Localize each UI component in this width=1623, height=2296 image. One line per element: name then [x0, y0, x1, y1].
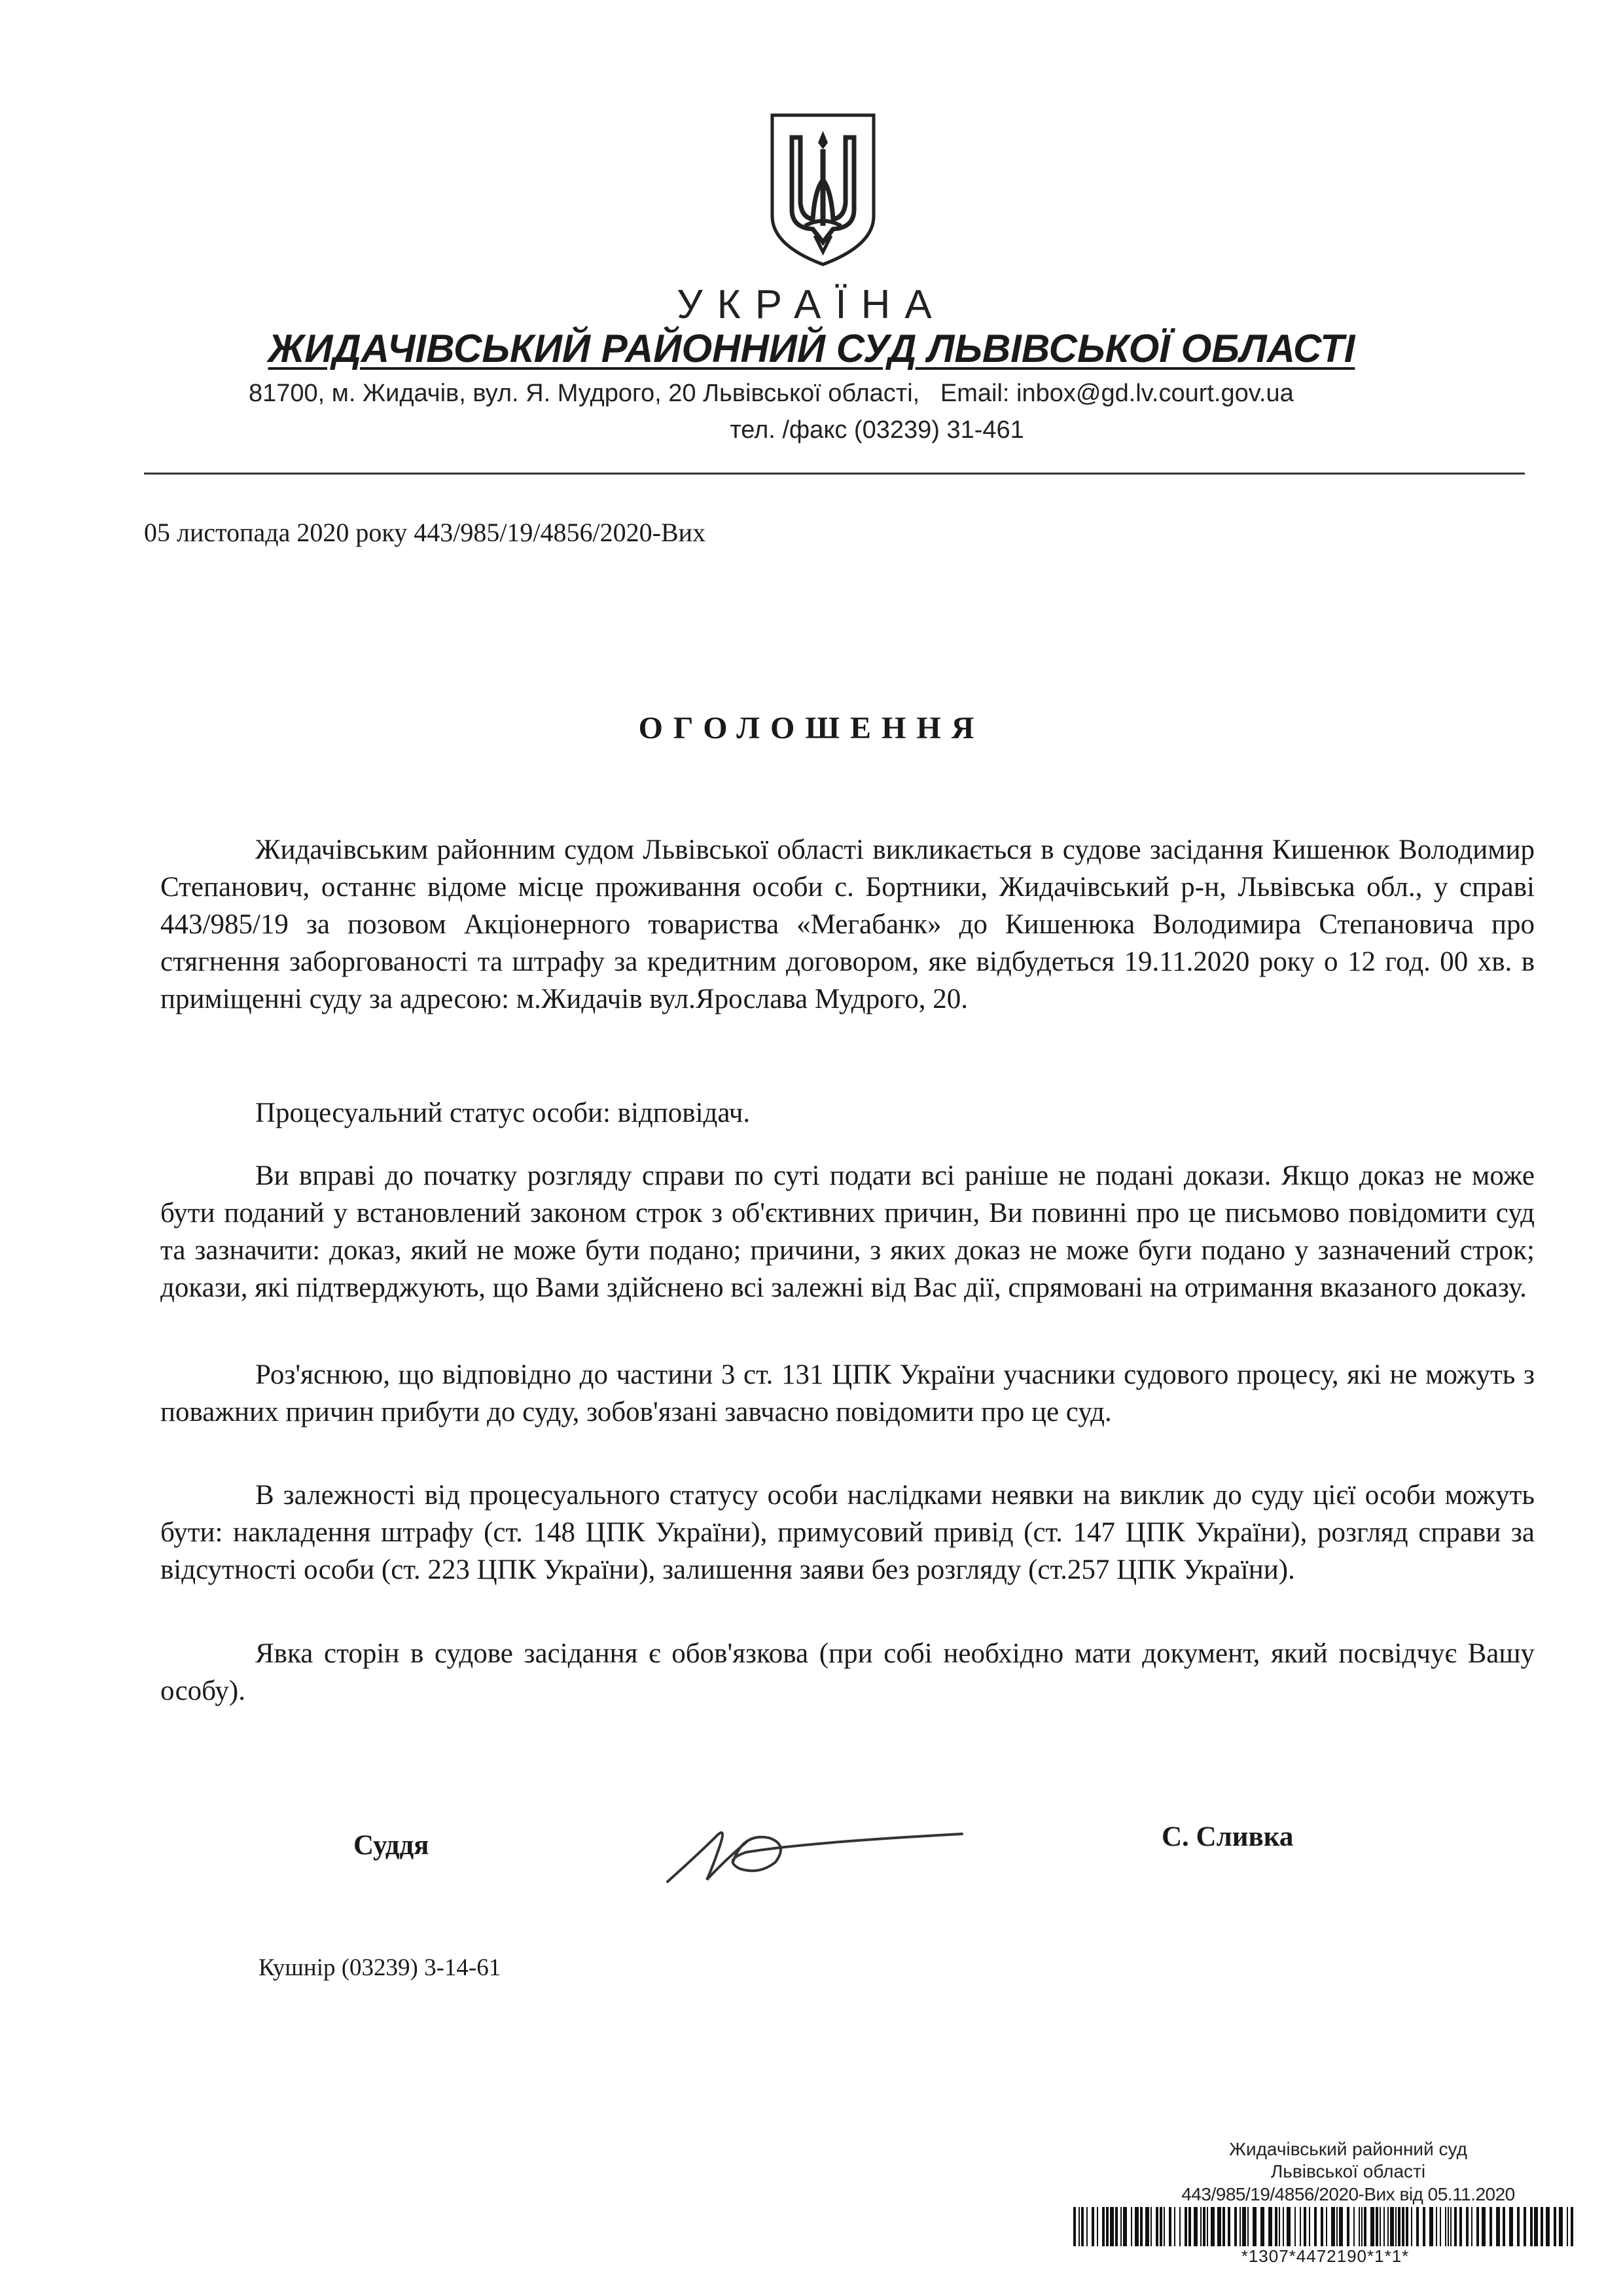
stamp-reference: 443/985/19/4856/2020-Вих від 05.11.2020 [1181, 2184, 1515, 2204]
stamp-court-name: Жидачівський районний суд [1229, 2139, 1467, 2159]
judge-label: Суддя [353, 1830, 429, 1861]
country-heading: УКРАЇНА [677, 282, 946, 327]
address-text: 81700, м. Жидачів, вул. Я. Мудрого, 20 Львівської області, [249, 380, 920, 407]
header-divider [144, 473, 1525, 475]
paragraph-status: Процесуальний статус особи: відповідач. [255, 1098, 751, 1128]
stamp-region: Львівської області [1270, 2161, 1426, 2181]
judge-name: С. Сливка [1162, 1821, 1294, 1852]
paragraph-attendance: Явка сторін в судове засідання є обов'язкова (при собі необхідно мати документ, який посвідчує Вашу особу). [160, 1638, 1535, 1706]
date-reference: 05 листопада 2020 року 443/985/19/4856/2020-Вих [144, 518, 706, 547]
judge-signature [654, 1806, 969, 1898]
paragraph-summons: Жидачівським районним судом Львівської області викликається в судове засідання Кишенюк Володимир Степанович, останнє відоме місце проживання особи с. Бортники, Жидачівський р-н, Львівська обл., у справі 443/985/19 за позовом Акціонерного товариства «Мегабанк» до Кишенюка Володимира Степановича про стягнення заборгованості та штрафу за кредитним договором, яке відбудеться 19.11.2020 року о 12 год. 00 хв. в приміщенні суду за адресою: м.Жидачів вул.Ярослава Мудрого, 20. [160, 834, 1535, 1014]
paragraph-evidence: Ви вправі до початку розгляду справи по суті подати всі раніше не подані докази. Якщо доказ не може бути поданий у встановлений законом строк з об'єктивних причин, Ви повинні про це письмово повідомити суд та зазначити: доказ, який не може бути подано; причини, з яких доказ не може буги подано у зазначений строк; докази, які підтверджують, що Вами здійснено всі залежні від Вас дії, спрямовані на отримання вказаного доказу. [160, 1160, 1535, 1303]
court-address [249, 380, 1414, 408]
paragraph-clarification: Роз'яснюю, що відповідно до частини 3 ст. 131 ЦПК України учасники судового процесу, які не можуть з поважних причин прибути до суду, зобов'язані завчасно повідомити про це суд. [160, 1359, 1535, 1427]
coat-of-arms-icon [766, 111, 880, 268]
barcode-number: *1307*4472190*1*1* [1241, 2246, 1410, 2266]
document-title: ОГОЛОШЕННЯ [638, 711, 985, 745]
barcode [1073, 2207, 1577, 2246]
court-phone: тел. /факс (03239) 31-461 [730, 416, 1024, 444]
email-text: Email: inbox@gd.lv.court.gov.ua [940, 380, 1294, 407]
court-name-heading: ЖИДАЧІВСЬКИЙ РАЙОННИЙ СУД ЛЬВІВСЬКОЇ ОБЛАСТІ [268, 327, 1355, 370]
paragraph-consequences: В залежності від процесуального статусу особи наслідками неявки на виклик до суду цієї особи можуть бути: накладення штрафу (ст. 148 ЦПК України), примусовий привід (ст. 147 ЦПК України), розгляд справи за відсутності особи (ст. 223 ЦПК України), залишення заяви без розгляду (ст.257 ЦПК України). [160, 1480, 1535, 1585]
contact-person: Кушнір (03239) 3-14-61 [259, 1954, 501, 1981]
